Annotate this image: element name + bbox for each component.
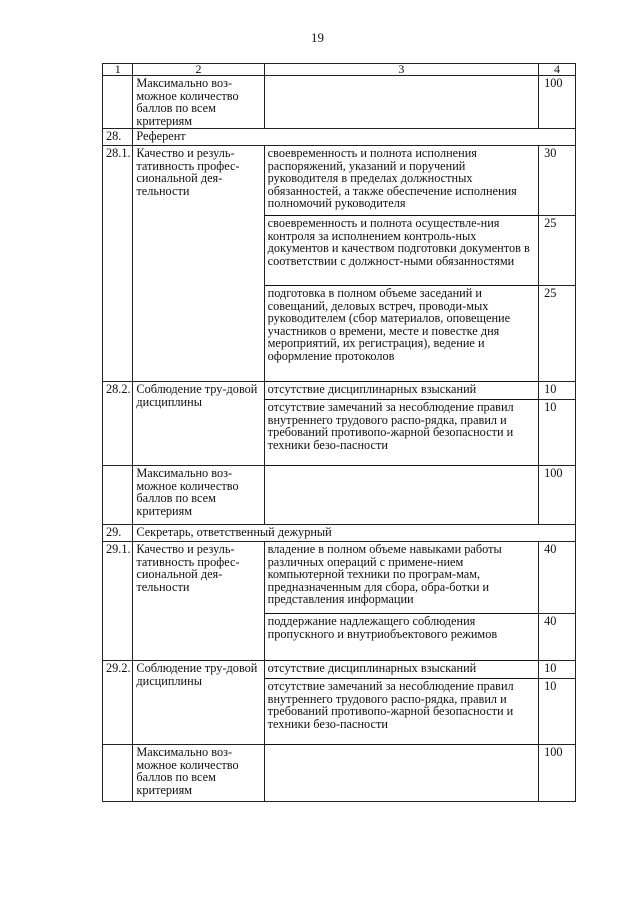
header-cell: 4 (539, 64, 576, 76)
indicator-cell: отсутствие замечаний за несоблюдение правил внутреннего трудового распо-рядка, правил и требований противопо-жарной безопасности и техники безо-пасности (264, 679, 538, 745)
criterion-cell: Качество и резуль-тативность профес-сиональной дея-тельности (133, 146, 264, 382)
points-cell: 100 (539, 76, 576, 129)
criterion-cell: Максимально воз-можное количество баллов по всем критериям (133, 466, 264, 525)
indicator-cell: отсутствие замечаний за несоблюдение правил внутреннего трудового распо-рядка, правил и требований противопо-жарной безопасности и техники безо-пасности (264, 400, 538, 466)
indicator-cell: поддержание надлежащего соблюдения пропускного и внутриобъектового режимов (264, 614, 538, 661)
section-title: Секретарь, ответственный дежурный (133, 525, 576, 542)
table-row (103, 146, 576, 216)
section-row (103, 525, 576, 542)
table-row (103, 466, 576, 525)
header-cell: 1 (103, 64, 133, 76)
table-row (103, 661, 576, 679)
number-cell (103, 466, 133, 525)
table-row (103, 542, 576, 614)
criterion-cell: Максимально воз-можное количество баллов по всем критериям (133, 76, 264, 129)
indicator-cell (264, 466, 538, 525)
criterion-cell: Соблюдение тру-довой дисциплины (133, 661, 264, 745)
number-cell (103, 76, 133, 129)
criterion-cell: Максимально воз-можное количество баллов по всем критериям (133, 745, 264, 802)
points-cell: 30 (539, 146, 576, 216)
table-row (103, 76, 576, 129)
number-cell: 29.1. (103, 542, 133, 661)
indicator-cell: отсутствие дисциплинарных взысканий (264, 661, 538, 679)
number-cell: 29.2. (103, 661, 133, 745)
points-cell: 25 (539, 286, 576, 382)
page-number: 19 (311, 30, 324, 45)
header-cell: 3 (264, 64, 538, 76)
points-cell: 10 (539, 679, 576, 745)
section-row (103, 129, 576, 146)
criteria-table (102, 63, 576, 802)
number-cell: 28.2. (103, 382, 133, 466)
table-header-row (103, 64, 576, 76)
indicator-cell (264, 76, 538, 129)
indicator-cell: своевременность и полнота исполнения распоряжений, указаний и поручений руководителя в пределах должностных обязанностей, а также обеспечение исполнения полномочий руководителя (264, 146, 538, 216)
number-cell: 28.1. (103, 146, 133, 382)
points-cell: 10 (539, 400, 576, 466)
points-cell: 10 (539, 382, 576, 400)
section-number: 29. (103, 525, 133, 542)
points-cell: 40 (539, 542, 576, 614)
section-number: 28. (103, 129, 133, 146)
points-cell: 10 (539, 661, 576, 679)
indicator-cell: подготовка в полном объеме заседаний и совещаний, деловых встреч, проводи-мых руководителем (сбор материалов, оповещение участников о времени, месте и повестке дня мероприятий, их регистрация), ведение и оформление протоколов (264, 286, 538, 382)
number-cell (103, 745, 133, 802)
indicator-cell (264, 745, 538, 802)
table-row (103, 382, 576, 400)
indicator-cell: своевременность и полнота осуществле-ния контроля за исполнением контроль-ных документов и качеством подготовки документов в соответствии с должност-ными обязанностями (264, 216, 538, 286)
points-cell: 40 (539, 614, 576, 661)
indicator-cell: владение в полном объеме навыками работы различных операций с примене-нием компьютерной техники по програм-мам, предназначенным для сбора, обра-ботки и представления информации (264, 542, 538, 614)
points-cell: 100 (539, 745, 576, 802)
points-cell: 100 (539, 466, 576, 525)
section-title: Референт (133, 129, 576, 146)
indicator-cell: отсутствие дисциплинарных взысканий (264, 382, 538, 400)
header-cell: 2 (133, 64, 264, 76)
criterion-cell: Качество и резуль-тативность профес-сиональной дея-тельности (133, 542, 264, 661)
table-row (103, 745, 576, 802)
points-cell: 25 (539, 216, 576, 286)
criterion-cell: Соблюдение тру-довой дисциплины (133, 382, 264, 466)
